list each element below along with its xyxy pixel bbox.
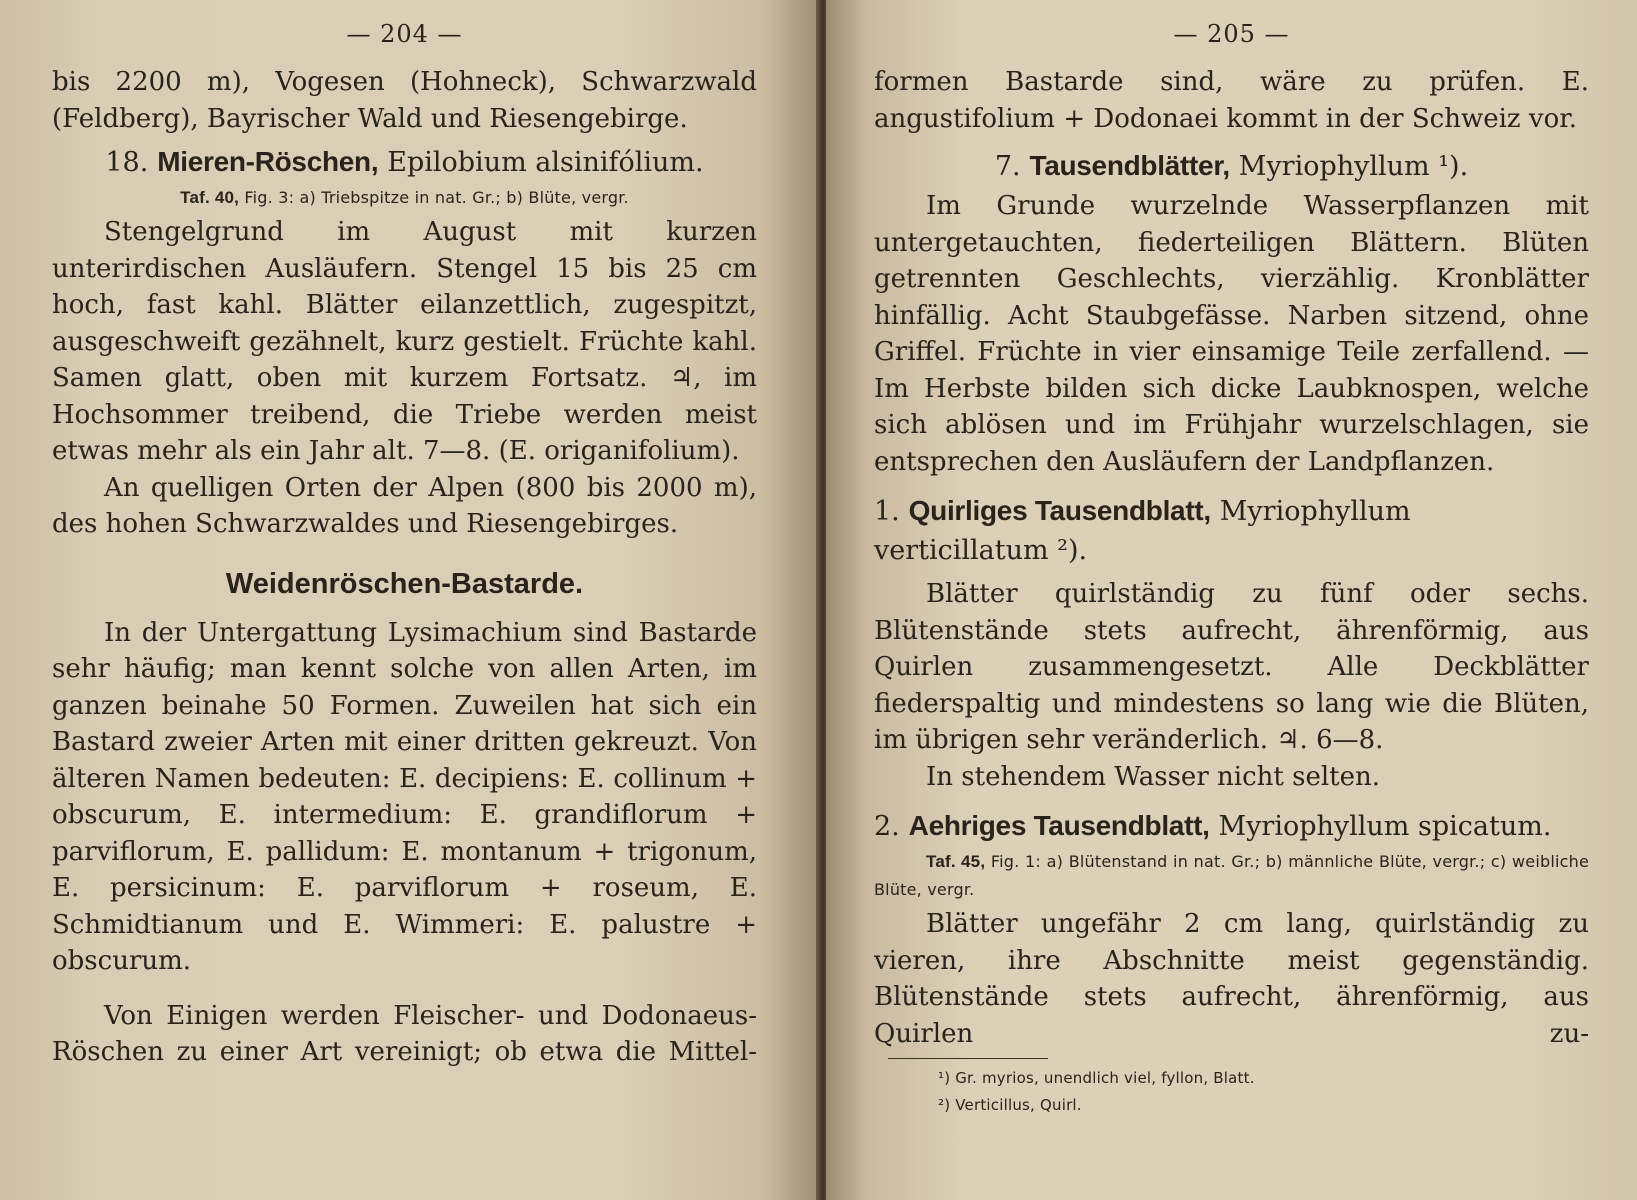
species-heading-2 xyxy=(874,807,1589,846)
paragraph-continuation: bis 2200 m), Vogesen (Hohneck), Schwarzwald (Feldberg), Bayrischer Wald und Riesengebirge. xyxy=(52,67,757,134)
section-heading-bastarde: Weidenröschen-Bastarde. xyxy=(225,567,584,600)
species-latin-name: Epilobium alsinifólium. xyxy=(387,147,704,178)
plate-number: Taf. 45, xyxy=(926,852,986,871)
genus-latin-name: Myriophyllum ¹). xyxy=(1238,151,1469,182)
species-number: 2. xyxy=(874,811,900,842)
species-description: Blätter ungefähr 2 cm lang, quirlständig zu vieren, ihre Abschnitte meist gegenständig. Blütenstände stets aufrecht, ährenförmig, aus Quirlen zu- xyxy=(874,909,1589,1049)
hybrids-paragraph-2: Von Einigen werden Fleischer- und Dodonaeus-Röschen zu einer Art vereinigt; ob etwa die Mittel- xyxy=(52,1000,757,1067)
plate-reference xyxy=(874,848,1589,904)
right-page xyxy=(826,0,1637,1200)
species-habitat: An quelligen Orten der Alpen (800 bis 2000 m), des hohen Schwarzwaldes und Riesengebirges. xyxy=(52,472,757,539)
genus-heading-7 xyxy=(874,147,1589,186)
footnote-divider xyxy=(888,1058,1048,1059)
species-common-name: Mieren-Röschen, xyxy=(157,146,379,177)
genus-number: 7. xyxy=(994,151,1021,182)
species-number: 18. xyxy=(105,147,149,178)
species-heading-18 xyxy=(52,143,757,182)
plate-caption: Fig. 3: a) Triebspitze in nat. Gr.; b) Blüte, vergr. xyxy=(244,188,629,207)
page-number-205: — 205 — xyxy=(1173,20,1290,48)
footnote-1: ¹) Gr. myrios, unendlich viel, fyllon, Blatt. xyxy=(938,1069,1255,1087)
species-description: Blätter quirlständig zu fünf oder sechs. Blütenstände stets aufrecht, ährenförmig, aus Quirlen zusammengesetzt. Alle Deckblätter fiederspaltig und mindestens so lang wie die Blüten, im übrigen sehr veränderlich. ♃. 6—8. xyxy=(874,579,1589,755)
plate-number: Taf. 40, xyxy=(180,188,240,207)
species-common-name: Quirliges Tausendblatt, xyxy=(908,495,1211,526)
left-text-column xyxy=(52,0,757,1071)
plate-reference xyxy=(52,184,757,212)
genus-common-name: Tausendblätter, xyxy=(1029,150,1230,181)
species-common-name: Aehriges Tausendblatt, xyxy=(908,810,1210,841)
species-number: 1. xyxy=(874,496,900,527)
genus-description: Im Grunde wurzelnde Wasserpflanzen mit untergetauchten, fiederteiligen Blättern. Blüten getrennten Geschlechts, vierzählig. Kronblätter hinfällig. Acht Staubgefässe. Narben sitzend, ohne Griffel. Früchte in vier einsamige Teile zerfallend. — Im Herbste bilden sich dicke Laubknospen, welche sich ablösen und im Frühjahr wurzelschlagen, sie entsprechen den Ausläufern der Landpflanzen. xyxy=(874,191,1589,477)
species-heading-1 xyxy=(874,492,1589,570)
species-latin-name: Myriophyllum spicatum. xyxy=(1218,811,1552,842)
footnote-2: ²) Verticillus, Quirl. xyxy=(938,1096,1082,1114)
species-latin-name: Myriophyllum verticillatum ²). xyxy=(874,496,1411,566)
hybrids-paragraph: In der Untergattung Lysimachium sind Bastarde sehr häufig; man kennt solche von allen Arten, im ganzen beinahe 50 Formen. Zuweilen hat sich ein Bastard zweier Arten mit einer dritten gekreuzt. Von älteren Namen bedeuten: E. decipiens: E. collinum + obscurum, E. intermedium: E. grandiflorum + parviflorum, E. pallidum: E. montanum + trigonum, E. persicinum: E. parviflorum + roseum, E. Schmidtianum und E. Wimmeri: E. palustre + obscurum. xyxy=(52,617,757,976)
page-number-204: — 204 — xyxy=(346,20,463,48)
species-description: Stengelgrund im August mit kurzen unterirdischen Ausläufern. Stengel 15 bis 25 cm hoch, fast kahl. Blätter eilanzettlich, zugespitzt, ausgeschweift gezähnelt, kurz gestielt. Früchte kahl. Samen glatt, oben mit kurzem Fortsatz. ♃, im Hochsommer treibend, die Triebe werden meist etwas mehr als ein Jahr alt. 7—8. (E. origanifolium). xyxy=(52,217,757,466)
species-habitat: In stehendem Wasser nicht selten. xyxy=(926,761,1380,792)
plate-caption: Fig. 1: a) Blütenstand in nat. Gr.; b) männliche Blüte, vergr.; c) weibliche Blüte, vergr. xyxy=(874,852,1589,899)
right-text-column xyxy=(874,0,1589,1119)
paragraph-continuation: formen Bastarde sind, wäre zu prüfen. E. angustifolium + Dodonaei kommt in der Schweiz vor. xyxy=(874,67,1589,134)
